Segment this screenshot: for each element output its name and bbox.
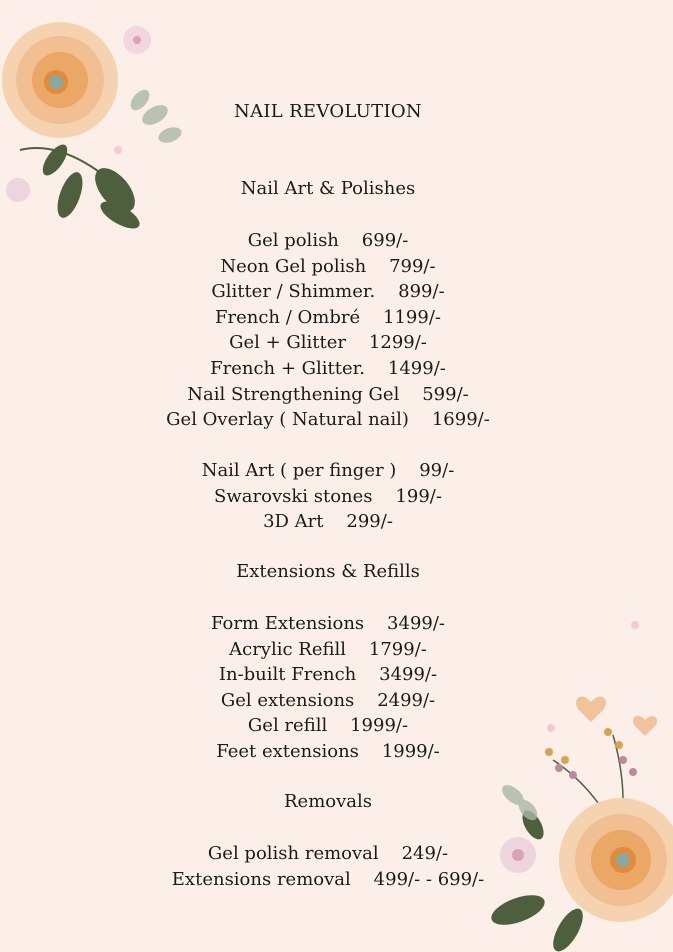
service-price: 1699/- [431,409,490,431]
menu-item [0,384,656,405]
menu-item [0,358,656,379]
menu-item [0,843,656,864]
service-name: Acrylic Refill [229,638,347,660]
menu-item [0,613,656,634]
section-heading: Removals [283,791,372,812]
service-name: 3D Art [263,511,324,533]
menu-item [0,460,656,481]
service-price: 599/- [422,383,469,405]
menu-item [0,511,656,532]
service-name: Gel refill [247,715,328,737]
service-name: Swarovski stones [214,485,373,507]
service-price: 1999/- [350,715,409,737]
menu-item [0,664,656,685]
service-price: 1499/- [387,358,446,379]
menu-item [0,639,656,660]
service-price: 3499/- [379,664,438,686]
service-name: Gel + Glitter [229,332,347,354]
service-price: 299/- [346,511,393,533]
service-price: 799/- [389,255,436,277]
service-name: Neon Gel polish [220,255,367,277]
service-price: 899/- [398,281,445,303]
service-price: 1799/- [368,638,427,660]
menu-item [0,281,656,302]
menu-item [0,715,656,736]
section-heading: Extensions & Refills [236,561,420,582]
floral-decoration-bottom-right [473,610,673,952]
service-price: 249/- [401,843,449,864]
service-price: 1199/- [383,306,441,328]
service-price: 1999/- [381,741,440,762]
menu-item [0,307,656,328]
menu-item [0,486,656,507]
service-name: In-built French [218,664,357,686]
menu-item [0,332,656,353]
section-heading: Nail Art & Polishes [240,178,416,199]
service-name: Nail Strengthening Gel [187,383,400,405]
menu-item [0,690,656,711]
service-price: 1299/- [368,332,427,354]
service-name: Glitter / Shimmer. [211,281,376,303]
service-price: 2499/- [377,689,436,711]
service-name: Form Extensions [210,613,365,634]
service-name: Gel polish removal [207,843,379,864]
service-name: French + Glitter. [210,358,366,379]
service-name: French / Ombré [215,306,361,328]
menu-item [0,409,656,430]
menu-item [0,741,656,762]
floral-decoration-top-left [0,0,200,250]
service-price: 199/- [395,485,442,507]
service-price: 99/- [419,460,455,481]
menu-item [0,869,656,890]
page-title: NAIL REVOLUTION [234,101,422,122]
service-price: 699/- [361,230,409,251]
service-price: 3499/- [387,613,446,634]
menu-item [0,230,656,251]
service-name: Gel Overlay ( Natural nail) [166,409,409,431]
service-name: Extensions removal [171,868,351,890]
service-name: Nail Art ( per finger ) [201,460,397,481]
service-name: Gel extensions [220,689,355,711]
service-price: 499/- - 699/- [373,868,485,890]
menu-item [0,256,656,277]
service-name: Feet extensions [216,741,359,762]
service-name: Gel polish [247,230,339,251]
